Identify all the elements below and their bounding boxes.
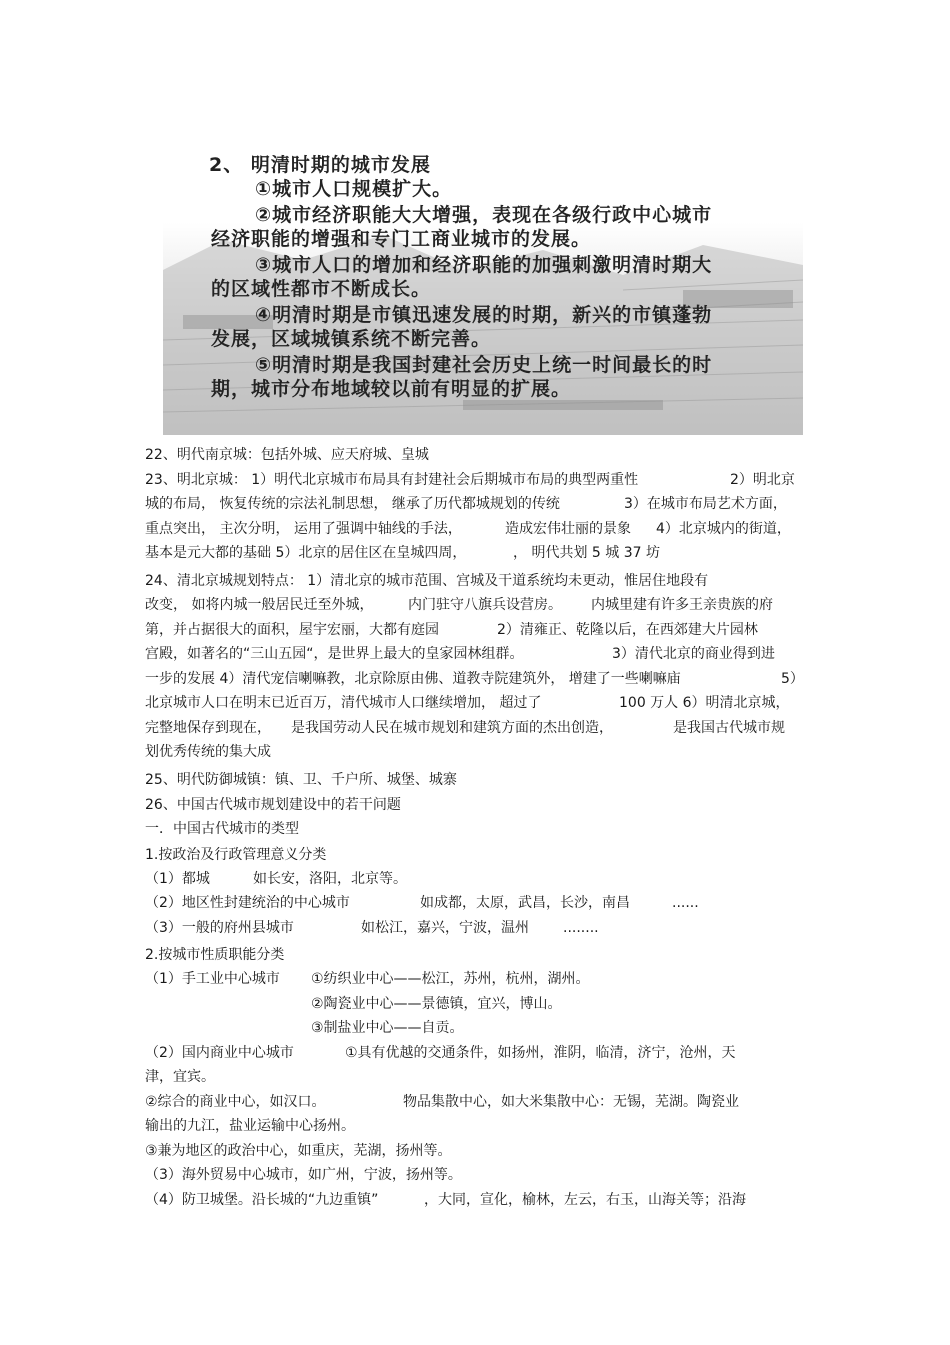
- list-item-label: （3）一般的府州县城市: [145, 920, 294, 936]
- list-item-text: 如成都，太原，武昌，长沙，南昌: [420, 895, 630, 911]
- paragraph-24-line: 改变， 如将内城一般居民迁至外城，: [145, 597, 374, 613]
- paragraph-24-line: 5）: [781, 671, 804, 687]
- list-item-text: 物品集散中心，如大米集散中心：无锡，芜湖。陶瓷业: [403, 1094, 739, 1110]
- list-item-text: 输出的九江，盐业运输中心扬州。: [145, 1118, 355, 1134]
- paragraph-23-line: 城的布局， 恢复传统的宗法礼制思想， 继承了历代都城规划的传统: [145, 496, 560, 512]
- list-item-ellipsis: ......: [672, 895, 699, 911]
- list-item-text: ①纺织业中心——松江，苏州，杭州，湖州。: [311, 971, 590, 987]
- list-item-text: ③兼为地区的政治中心，如重庆，芜湖，扬州等。: [145, 1143, 452, 1159]
- list-item-text: ③制盐业中心——自贡。: [311, 1020, 464, 1036]
- paragraph-24-line: 完整地保存到现在，: [145, 720, 271, 736]
- list-item-text: 津，宜宾。: [145, 1069, 215, 1085]
- slide-line: 期，城市分布地域较以前有明显的扩展。: [211, 378, 572, 400]
- list-item-text: ②综合的商业中心，如汉口。: [145, 1094, 326, 1110]
- paragraph-23-line: 2）明北京: [730, 472, 795, 488]
- list-item-text: ①具有优越的交通条件，如扬州，淮阴，临清，济宁，沧州，天: [345, 1045, 736, 1061]
- list-item-label: （2）地区性封建统治的中心城市: [145, 895, 350, 911]
- paragraph-24-line: 一步的发展 4）清代宠信喇嘛教，北京除原由佛、道教寺院建筑外， 增建了一些喇嘛庙: [145, 671, 681, 687]
- paragraph-23-line: ， 明代共划 5 城 37 坊: [513, 545, 660, 561]
- paragraph-24-line: 第，并占据很大的面积，屋宇宏丽，大都有庭园: [145, 622, 439, 638]
- paragraph-24-line: 宫殿，如著名的“三山五园“，是世界上最大的皇家园林组群。: [145, 646, 524, 662]
- slide-line: ④明清时期是市镇迅速发展的时期，新兴的市镇蓬勃: [255, 304, 713, 326]
- paragraph-24-line: 2）清雍正、乾隆以后，在西郊建大片园林: [497, 622, 758, 638]
- list-item-text: 如长安，洛阳，北京等。: [253, 871, 407, 887]
- paragraph-22: 22、明代南京城：包括外城、应天府城、皇城: [145, 447, 429, 463]
- list-item-text: ②陶瓷业中心——景德镇，宜兴，博山。: [311, 996, 562, 1012]
- list-item-ellipsis: ........: [563, 920, 599, 936]
- paragraph-24-line: 3）清代北京的商业得到进: [612, 646, 775, 662]
- paragraph-24-line: 100 万人 6）明清北京城，: [619, 695, 790, 711]
- subsection-heading: 1.按政治及行政管理意义分类: [145, 847, 327, 863]
- slide-heading: 2、 明清时期的城市发展: [209, 154, 431, 176]
- slide-line: ③城市人口的增加和经济职能的加强刺激明清时期大: [255, 254, 713, 276]
- paragraph-23-line: 造成宏伟壮丽的景象: [505, 521, 631, 537]
- paragraph-26: 26、中国古代城市规划建设中的若干问题: [145, 797, 401, 813]
- paragraph-23-line: 23、明北京城： 1）明代北京城市布局具有封建社会后期城市布局的典型两重性: [145, 472, 639, 488]
- slide-line: ②城市经济职能大大增强，表现在各级行政中心城市: [255, 204, 713, 226]
- paragraph-23-line: 4）北京城内的街道，: [656, 521, 791, 537]
- list-item-text: （4）防卫城堡。沿长城的“九边重镇”: [145, 1192, 379, 1208]
- paragraph-24-line: 划优秀传统的集大成: [145, 744, 271, 760]
- paragraph-24-line: 是我国古代城市规: [673, 720, 785, 736]
- slide-line: ①城市人口规模扩大。: [255, 178, 453, 200]
- list-item-label: （1）手工业中心城市: [145, 971, 280, 987]
- slide-line: 的区域性都市不断成长。: [211, 278, 432, 300]
- subsection-heading: 2.按城市性质职能分类: [145, 947, 285, 963]
- paragraph-24-line: 内门驻守八旗兵设营房。: [408, 597, 562, 613]
- list-item-label: （2）国内商业中心城市: [145, 1045, 294, 1061]
- paragraph-24-line: 是我国劳动人民在城市规划和建筑方面的杰出创造，: [291, 720, 613, 736]
- paragraph-24-line: 内城里建有许多王亲贵族的府: [591, 597, 773, 613]
- slide-line: 发展，区域城镇系统不断完善。: [211, 328, 492, 350]
- paragraph-25: 25、明代防御城镇：镇、卫、千户所、城堡、城寨: [145, 772, 457, 788]
- list-item-text: ，大同，宣化，榆林，左云，右玉，山海关等；沿海: [424, 1192, 746, 1208]
- slide-line: 经济职能的增强和专门工商业城市的发展。: [211, 228, 592, 250]
- slide-line: ⑤明清时期是我国封建社会历史上统一时间最长的时: [255, 354, 713, 376]
- paragraph-23-line: 基本是元大都的基础 5）北京的居住区在皇城四周，: [145, 545, 467, 561]
- slide-image: [163, 140, 803, 435]
- section-heading: 一．中国古代城市的类型: [145, 821, 299, 837]
- paragraph-23-line: 3）在城市布局艺术方面，: [624, 496, 787, 512]
- list-item-text: （3）海外贸易中心城市，如广州，宁波，扬州等。: [145, 1167, 462, 1183]
- paragraph-24-line: 北京城市人口在明末已近百万，清代城市人口继续增加， 超过了: [145, 695, 542, 711]
- paragraph-23-line: 重点突出， 主次分明， 运用了强调中轴线的手法，: [145, 521, 462, 537]
- list-item-text: 如松江，嘉兴，宁波，温州: [361, 920, 529, 936]
- paragraph-24-line: 24、清北京城规划特点： 1）清北京的城市范围、宫城及干道系统均未更动，惟居住地段有: [145, 573, 709, 589]
- list-item-label: （1）都城: [145, 871, 210, 887]
